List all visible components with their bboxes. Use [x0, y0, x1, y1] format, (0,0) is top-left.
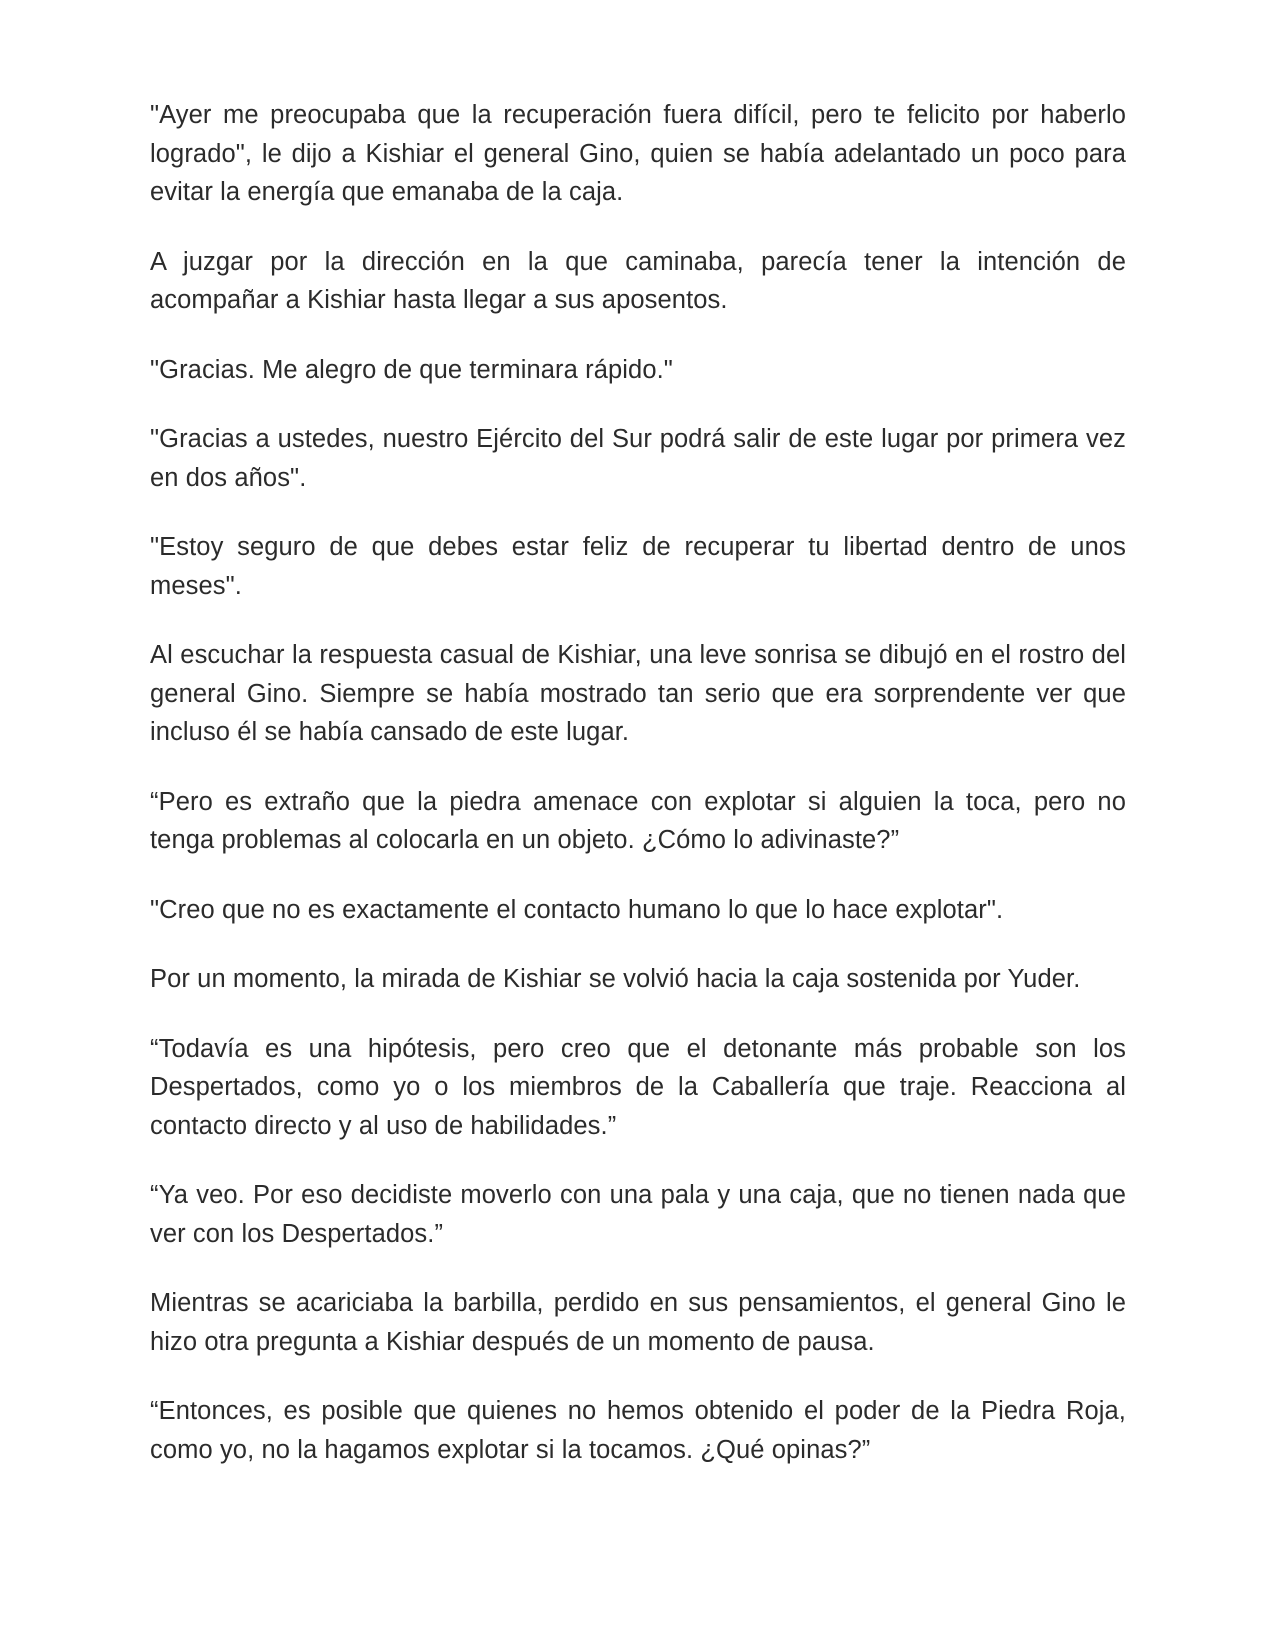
paragraph: "Ayer me preocupaba que la recuperación fuera difícil, pero te felicito por haberlo logrado", le dijo a Kishiar el general Gino, quien se había adelantado un poco para evitar la energía que emanaba de la caja.: [150, 101, 1126, 206]
paragraph: “Todavía es una hipótesis, pero creo que el detonante más probable son los Despertados, como yo o los miembros de la Caballería que traje. Reacciona al contacto directo y al uso de habilidades.”: [150, 1034, 1126, 1140]
paragraph: “Ya veo. Por eso decidiste moverlo con una pala y una caja, que no tienen nada que ver con los Despertados.”: [150, 1181, 1126, 1248]
paragraph: Por un momento, la mirada de Kishiar se volvió hacia la caja sostenida por Yuder.: [150, 965, 1081, 993]
paragraph: "Gracias. Me alegro de que terminara rápido.": [150, 355, 673, 384]
paragraph: A juzgar por la dirección en la que caminaba, parecía tener la intención de acompañar a Kishiar hasta llegar a sus aposentos.: [150, 247, 1126, 314]
paragraph: Mientras se acariciaba la barbilla, perdido en sus pensamientos, el general Gino le hizo otra pregunta a Kishiar después de un momento de pausa.: [150, 1289, 1126, 1356]
paragraph: "Gracias a ustedes, nuestro Ejército del Sur podrá salir de este lugar por primera vez en dos años".: [150, 425, 1126, 492]
paragraph: “Entonces, es posible que quienes no hemos obtenido el poder de la Piedra Roja, como yo, no la hagamos explotar si la tocamos. ¿Qué opinas?”: [150, 1397, 1126, 1464]
paragraph: "Creo que no es exactamente el contacto humano lo que lo hace explotar".: [150, 895, 1004, 924]
paragraph: “Pero es extraño que la piedra amenace con explotar si alguien la toca, pero no tenga problemas al colocarla en un objeto. ¿Cómo lo adivinaste?”: [150, 787, 1126, 854]
paragraph: Al escuchar la respuesta casual de Kishiar, una leve sonrisa se dibujó en el rostro del general Gino. Siempre se había mostrado tan serio que era sorprendente ver que incluso él se había cansado de este lugar.: [150, 641, 1126, 746]
paragraph: "Estoy seguro de que debes estar feliz de recuperar tu libertad dentro de unos meses".: [150, 533, 1126, 600]
document-page: [150, 96, 1126, 1500]
